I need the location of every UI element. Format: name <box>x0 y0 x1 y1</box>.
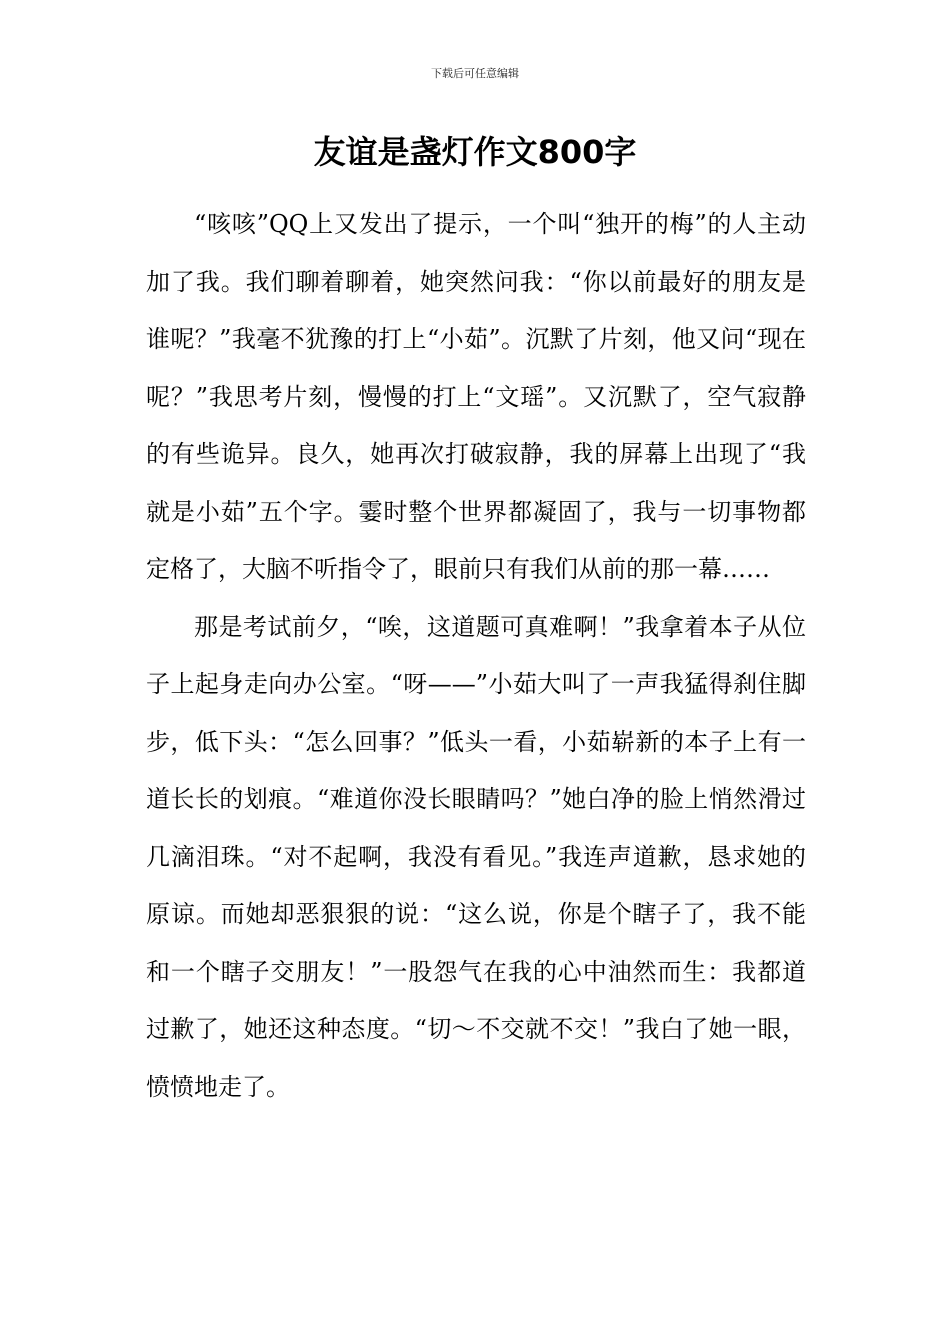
header-note: 下载后可任意编辑 <box>431 67 519 80</box>
document-title: 友谊是盏灯作文800字 <box>313 133 637 171</box>
paragraph-2: 那是考试前夕，“唉，这道题可真难啊！”我拿着本子从位子上起身走向办公室。“呀——”小茹大叫了一声我猛得刹住脚步，低下头：“怎么回事？”低头一看，小茹崭新的本子上有一道长长的划痕。“难道你没长眼睛吗？”她白净的脸上悄然滑过几滴泪珠。“对不起啊，我没有看见。”我连声道歉，恳求她的原谅。而她却恶狠狠的说：“这么说，你是个瞎子了，我不能和一个瞎子交朋友！”一股怨气在我的心中油然而生：我都道过歉了，她还这种态度。“切～不交就不交！”我白了她一眼，愤愤地走了。 <box>146 612 806 1101</box>
paragraph-1: “咳咳”QQ上又发出了提示，一个叫“独开的梅”的人主动加了我。我们聊着聊着，她突然问我：“你以前最好的朋友是谁呢？”我毫不犹豫的打上“小茹”。沉默了片刻，他又问“现在呢？”我思考片刻，慢慢的打上“文瑶”。又沉默了，空气寂静的有些诡异。良久，她再次打破寂静，我的屏幕上出现了“我就是小茹”五个字。霎时整个世界都凝固了，我与一切事物都定格了，大脑不听指令了，眼前只有我们从前的那一幕…… <box>146 210 806 583</box>
document-body <box>146 196 806 1116</box>
